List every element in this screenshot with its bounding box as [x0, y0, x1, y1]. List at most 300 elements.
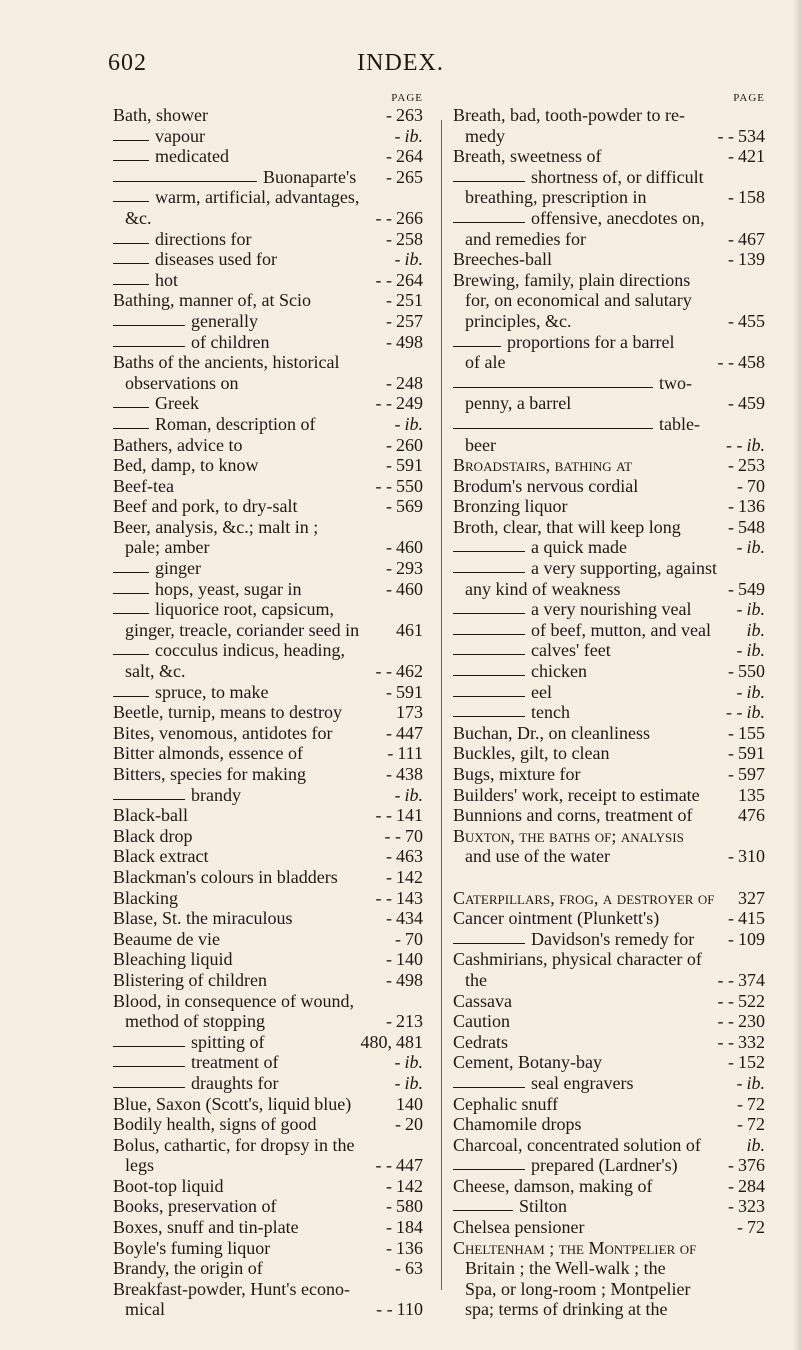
- entry-leader: -: [386, 866, 392, 887]
- index-entry: [113, 1094, 423, 1115]
- index-entry: [453, 661, 765, 682]
- entry-page: 548: [738, 516, 765, 537]
- page-column-label: PAGE: [733, 92, 765, 104]
- index-entry: [113, 249, 423, 270]
- entry-leader: -: [728, 1155, 734, 1176]
- entry-text: Boot-top liquid: [113, 1175, 224, 1196]
- ditto-rule: [113, 572, 149, 573]
- entry-text: calves' feet: [531, 640, 611, 661]
- entry-page: 173: [396, 702, 423, 723]
- entry-text: Bathers, advice to: [113, 434, 243, 455]
- entry-leader: -: [386, 434, 392, 455]
- entry-text: spitting of: [191, 1031, 265, 1052]
- entry-leader: -: [386, 537, 392, 558]
- entry-text: method of stopping: [125, 1011, 265, 1032]
- entry-text: seal engravers: [531, 1072, 634, 1093]
- entry-text: Brodum's nervous cordial: [453, 475, 639, 496]
- entry-page: 458: [738, 352, 765, 373]
- entry-leader: -: [386, 228, 392, 249]
- index-entry: [113, 785, 423, 806]
- entry-text: a very supporting, against: [531, 558, 717, 579]
- entry-leader: -: [386, 1196, 392, 1217]
- index-entry: [453, 743, 765, 764]
- ditto-rule: [113, 181, 257, 182]
- index-entry: [113, 229, 423, 250]
- entry-text: the: [465, 969, 487, 990]
- ditto-rule: [453, 1210, 513, 1211]
- index-entry: [113, 929, 423, 950]
- entry-text: eel: [531, 681, 552, 702]
- entry-text: Bed, damp, to know: [113, 455, 259, 476]
- entry-text: cocculus indicus, heading,: [155, 640, 345, 661]
- index-entry: [453, 311, 765, 332]
- index-entry: [113, 970, 423, 991]
- index-entry: [453, 1299, 765, 1320]
- entry-page: 140: [396, 1093, 423, 1114]
- page-edge-shadow: [793, 0, 801, 1350]
- index-entry: [453, 620, 765, 641]
- ditto-rule: [453, 1169, 525, 1170]
- ditto-rule: [113, 593, 149, 594]
- ditto-rule: [113, 201, 149, 202]
- entry-text: Cancer ointment (Plunkett's): [453, 908, 660, 929]
- entry-leader: -: [394, 1072, 401, 1093]
- entry-leader: - -: [375, 207, 392, 228]
- index-entry: [453, 805, 765, 826]
- entry-text: ginger: [155, 558, 201, 579]
- index-entry: [453, 682, 765, 703]
- entry-text: Black-ball: [113, 805, 188, 826]
- entry-text: of ale: [465, 352, 506, 373]
- entry-page: 376: [738, 1155, 765, 1176]
- entry-page: 72: [747, 1114, 765, 1135]
- entry-leader: - -: [717, 1031, 734, 1052]
- entry-text: Beaume de vie: [113, 928, 220, 949]
- entry-leader: -: [728, 722, 734, 743]
- entry-leader: - -: [375, 1155, 392, 1176]
- index-entry: [453, 105, 765, 126]
- entry-text: Blood, in consequence of wound,: [113, 990, 354, 1011]
- index-entry: [113, 1258, 423, 1279]
- entry-page: 310: [738, 846, 765, 867]
- entry-page: 184: [396, 1217, 423, 1238]
- entry-leader: -: [728, 516, 734, 537]
- entry-leader: - -: [375, 661, 392, 682]
- entry-page: 534: [738, 125, 765, 146]
- index-entry: [453, 1217, 765, 1238]
- entry-page: 421: [738, 146, 765, 167]
- index-entry: [113, 682, 423, 703]
- index-entry: [453, 229, 765, 250]
- index-entry: [113, 702, 423, 723]
- entry-page: 109: [738, 928, 765, 949]
- index-entry: [113, 373, 423, 394]
- entry-page: 447: [396, 1155, 423, 1176]
- index-entry: [113, 1176, 423, 1197]
- entry-leader: -: [386, 949, 392, 970]
- page-column-label: PAGE: [391, 92, 423, 104]
- entry-leader: - -: [375, 393, 392, 414]
- entry-text: Bathing, manner of, at Scio: [113, 290, 311, 311]
- index-entry: [453, 599, 765, 620]
- index-entry: [113, 270, 423, 291]
- entry-leader: -: [728, 928, 734, 949]
- ditto-rule: [453, 696, 525, 697]
- entry-text: Cement, Botany-bay: [453, 1052, 602, 1073]
- entry-leader: -: [728, 496, 734, 517]
- entry-text: brandy: [191, 784, 241, 805]
- entry-leader: -: [386, 908, 392, 929]
- entry-leader: - -: [375, 475, 392, 496]
- page-number: 602: [108, 50, 147, 76]
- entry-page: ib.: [404, 1072, 423, 1093]
- entry-leader: -: [386, 722, 392, 743]
- index-entry: [113, 826, 423, 847]
- index-entry: [453, 929, 765, 950]
- entry-leader: - -: [717, 125, 734, 146]
- entry-text: Bites, venomous, antidotes for: [113, 722, 333, 743]
- entry-leader: -: [394, 125, 401, 146]
- entry-leader: - -: [376, 1299, 393, 1320]
- entry-leader: -: [386, 290, 392, 311]
- entry-text: medicated: [155, 146, 229, 167]
- index-entry: [453, 393, 765, 414]
- entry-leader: -: [728, 1196, 734, 1217]
- entry-text: draughts for: [191, 1072, 279, 1093]
- entry-page: ib.: [746, 681, 765, 702]
- entry-page: 143: [396, 887, 423, 908]
- index-entry: [113, 105, 423, 126]
- entry-text: salt, &c.: [125, 661, 186, 682]
- entry-page: ib.: [404, 249, 423, 270]
- index-entry: [453, 826, 765, 847]
- ditto-rule: [453, 716, 525, 717]
- entry-text: Boyle's fuming liquor: [113, 1237, 271, 1258]
- ditto-rule: [453, 943, 525, 944]
- entry-leader: -: [736, 1072, 743, 1093]
- entry-page: 142: [396, 1175, 423, 1196]
- entry-page: 110: [396, 1299, 423, 1320]
- index-entry: [113, 599, 423, 620]
- ditto-rule: [453, 222, 525, 223]
- entry-leader: -: [728, 310, 734, 331]
- index-entry: [453, 1196, 765, 1217]
- entry-text: Breakfast-powder, Hunt's econo-: [113, 1278, 350, 1299]
- entry-text: a very nourishing veal: [531, 599, 692, 620]
- index-entry: [453, 332, 765, 353]
- entry-leader: -: [737, 475, 743, 496]
- entry-text: Davidson's remedy for: [531, 928, 695, 949]
- entry-page: 152: [738, 1052, 765, 1073]
- entry-page: 597: [738, 764, 765, 784]
- entry-text: Beer, analysis, &c.; malt in ;: [113, 516, 319, 537]
- entry-text: offensive, anecdotes on,: [531, 207, 705, 228]
- entry-page: 263: [396, 105, 423, 125]
- index-entry: [113, 1135, 423, 1156]
- index-entry: [453, 949, 765, 970]
- index-column-left: [113, 92, 423, 1320]
- entry-page: 251: [396, 290, 423, 311]
- entry-page: 467: [738, 228, 765, 249]
- entry-text: Chelsea pensioner: [453, 1217, 585, 1238]
- entry-page: 374: [738, 969, 765, 990]
- index-entry: [453, 1032, 765, 1053]
- entry-text: Spa, or long-room ; Montpelier: [465, 1278, 691, 1299]
- entry-page: ib.: [404, 1052, 423, 1073]
- ditto-rule: [113, 696, 149, 697]
- entry-leader: -: [386, 846, 392, 867]
- entry-page: ib.: [746, 640, 765, 661]
- entry-text: spa; terms of drinking at the: [465, 1299, 668, 1320]
- entry-leader: -: [386, 764, 392, 784]
- entry-text: Blue, Saxon (Scott's, liquid blue): [113, 1093, 352, 1114]
- entry-leader: -: [728, 393, 734, 414]
- entry-leader: -: [728, 743, 734, 764]
- entry-leader: -: [394, 784, 401, 805]
- entry-text: generally: [191, 310, 258, 331]
- entry-text: proportions for a barrel: [507, 331, 675, 352]
- ditto-rule: [113, 799, 185, 800]
- index-entry: [453, 435, 765, 456]
- index-entry: [113, 455, 423, 476]
- entry-text: Bitter almonds, essence of: [113, 743, 303, 764]
- ditto-rule: [113, 654, 149, 655]
- entry-text: Bath, shower: [113, 105, 208, 125]
- index-entry: [453, 126, 765, 147]
- index-entry: [453, 373, 765, 394]
- entry-leader: -: [394, 1052, 401, 1073]
- entry-text: prepared (Lardner's): [531, 1155, 678, 1176]
- entry-text: Bodily health, signs of good: [113, 1114, 317, 1135]
- entry-leader: - -: [375, 805, 392, 826]
- entry-leader: -: [386, 1237, 392, 1258]
- entry-text: Roman, description of: [155, 413, 316, 434]
- entry-text: for, on economical and salutary: [465, 290, 692, 311]
- ditto-rule: [453, 346, 501, 347]
- entry-page: 591: [738, 743, 765, 764]
- entry-text: Caterpillars, frog, a destroyer of: [453, 887, 715, 908]
- entry-page: 434: [396, 908, 423, 929]
- entry-page: 20: [405, 1114, 423, 1135]
- entry-leader: -: [728, 1175, 734, 1196]
- index-entry: [113, 743, 423, 764]
- entry-text: Cashmirians, physical character of: [453, 949, 702, 970]
- entry-page: 264: [396, 269, 423, 290]
- entry-text: penny, a barrel: [465, 393, 572, 414]
- entry-text: hops, yeast, sugar in: [155, 578, 302, 599]
- index-entry: [453, 558, 765, 579]
- entry-leader: - -: [375, 269, 392, 290]
- entry-page: 142: [396, 866, 423, 887]
- entry-leader: -: [386, 105, 392, 125]
- entry-leader: -: [386, 578, 392, 599]
- index-entry: [453, 1135, 765, 1156]
- index-entry: [453, 537, 765, 558]
- ditto-rule: [453, 675, 525, 676]
- index-entry: [113, 1217, 423, 1238]
- entry-text: beer: [465, 434, 496, 455]
- entry-page: 459: [738, 393, 765, 414]
- index-entry: [453, 455, 765, 476]
- index-entry: [113, 352, 423, 373]
- index-entry: [113, 1114, 423, 1135]
- index-entry: [453, 640, 765, 661]
- index-entry: [453, 1176, 765, 1197]
- entry-page: 260: [396, 434, 423, 455]
- index-entry: [113, 167, 423, 188]
- entry-text: Breath, sweetness of: [453, 146, 602, 167]
- entry-page: 455: [738, 310, 765, 331]
- entry-leader: -: [737, 1093, 743, 1114]
- entry-page: 476: [738, 805, 765, 826]
- index-entry: [113, 805, 423, 826]
- entry-text: diseases used for: [155, 249, 277, 270]
- entry-text: Cheltenham ; the Montpelier of: [453, 1237, 697, 1258]
- index-entry: [453, 702, 765, 723]
- entry-page: 549: [738, 578, 765, 599]
- entry-text: vapour: [155, 125, 205, 146]
- entry-text: Blackman's colours in bladders: [113, 866, 338, 887]
- index-entry: [453, 1155, 765, 1176]
- entry-text: &c.: [125, 207, 152, 228]
- ditto-rule: [113, 428, 149, 429]
- index-entry: [113, 1279, 423, 1300]
- index-entry: [113, 558, 423, 579]
- ditto-rule: [453, 551, 525, 552]
- entry-page: 461: [396, 619, 423, 640]
- entry-page: 293: [396, 558, 423, 579]
- entry-text: any kind of weakness: [465, 578, 621, 599]
- entry-page: 257: [396, 310, 423, 331]
- index-entry: [113, 640, 423, 661]
- ditto-rule: [453, 572, 525, 573]
- entry-leader: -: [386, 496, 392, 517]
- entry-text: mical: [125, 1299, 165, 1320]
- ditto-rule: [453, 634, 525, 635]
- entry-page: 481: [396, 1031, 423, 1052]
- entry-text: Cedrats: [453, 1031, 508, 1052]
- index-entry: [453, 579, 765, 600]
- entry-text: Black extract: [113, 846, 209, 867]
- entry-text: legs: [125, 1155, 154, 1176]
- entry-page: 70: [405, 825, 423, 846]
- index-entry: [453, 1052, 765, 1073]
- ditto-rule: [453, 654, 525, 655]
- index-entry: [113, 846, 423, 867]
- entry-leader: -: [728, 228, 734, 249]
- index-entry: [453, 476, 765, 497]
- entry-page: ib.: [746, 1134, 765, 1155]
- entry-text: spruce, to make: [155, 681, 269, 702]
- entry-text: Buonaparte's: [263, 166, 357, 187]
- entry-text: Books, preservation of: [113, 1196, 277, 1217]
- entry-text: Broth, clear, that will keep long: [453, 516, 681, 537]
- entry-page: 253: [738, 455, 765, 476]
- ditto-rule: [113, 1046, 185, 1047]
- entry-page: ib.: [746, 702, 765, 723]
- ditto-rule: [113, 284, 149, 285]
- entry-text: Stilton: [519, 1196, 568, 1217]
- entry-text: Beef-tea: [113, 475, 174, 496]
- index-entry: [453, 1279, 765, 1300]
- entry-leader: - -: [384, 825, 401, 846]
- entry-leader: -: [728, 908, 734, 929]
- entry-leader: - -: [717, 1011, 734, 1032]
- index-entry: [113, 126, 423, 147]
- entry-leader: - -: [717, 969, 734, 990]
- index-entry: [113, 620, 423, 641]
- ditto-rule: [113, 346, 185, 347]
- entry-page: 332: [738, 1031, 765, 1052]
- ditto-rule: [113, 140, 149, 141]
- entry-page: 139: [738, 249, 765, 270]
- entry-text: chicken: [531, 661, 587, 682]
- entry-leader: -: [728, 187, 734, 208]
- entry-text: breathing, prescription in: [465, 187, 647, 208]
- entry-page: 72: [747, 1217, 765, 1238]
- entry-page: 63: [405, 1258, 423, 1279]
- ditto-rule: [113, 613, 149, 614]
- index-entry: [113, 435, 423, 456]
- entry-page: 550: [738, 661, 765, 682]
- entry-leader: -: [728, 846, 734, 867]
- ditto-rule: [113, 243, 149, 244]
- entry-page: 248: [396, 372, 423, 393]
- index-entry: [453, 1114, 765, 1135]
- index-entry: [113, 208, 423, 229]
- entry-leader: -: [736, 599, 743, 620]
- entry-text: Breath, bad, tooth-powder to re-: [453, 105, 685, 125]
- entry-text: observations on: [125, 372, 239, 393]
- entry-text: Boxes, snuff and tin-plate: [113, 1217, 299, 1238]
- entry-leader: -: [395, 928, 401, 949]
- index-entry: [453, 1073, 765, 1094]
- column-divider: [441, 120, 442, 1290]
- ditto-rule: [113, 160, 149, 161]
- entry-leader: -: [728, 578, 734, 599]
- index-entry: [113, 867, 423, 888]
- entry-text: Brewing, family, plain directions: [453, 269, 691, 290]
- entry-text: Greek: [155, 393, 199, 414]
- entry-leader: -: [386, 455, 392, 476]
- entry-text: Beetle, turnip, means to destroy: [113, 702, 342, 723]
- entry-leader: -: [728, 661, 734, 682]
- index-entry: [453, 352, 765, 373]
- entry-page: 284: [738, 1175, 765, 1196]
- entry-page: 591: [396, 681, 423, 702]
- entry-leader: -: [728, 249, 734, 270]
- entry-page: 438: [396, 764, 423, 784]
- index-entry: [453, 270, 765, 291]
- entry-text: ginger, treacle, coriander seed in: [125, 619, 360, 640]
- entry-leader: -: [386, 146, 392, 167]
- ditto-rule: [113, 407, 149, 408]
- index-entry: [113, 1011, 423, 1032]
- index-entry: [453, 290, 765, 311]
- entry-page: 70: [747, 475, 765, 496]
- index-entry: [113, 991, 423, 1012]
- entry-leader: -: [728, 146, 734, 167]
- entry-text: Buckles, gilt, to clean: [453, 743, 610, 764]
- entry-leader: -: [394, 249, 401, 270]
- entry-page: ib.: [746, 434, 765, 455]
- index-entry: [113, 537, 423, 558]
- entry-page: 264: [396, 146, 423, 167]
- index-entry: [453, 1238, 765, 1259]
- index-entry: [113, 311, 423, 332]
- entry-page: 415: [738, 908, 765, 929]
- entry-page: 463: [396, 846, 423, 867]
